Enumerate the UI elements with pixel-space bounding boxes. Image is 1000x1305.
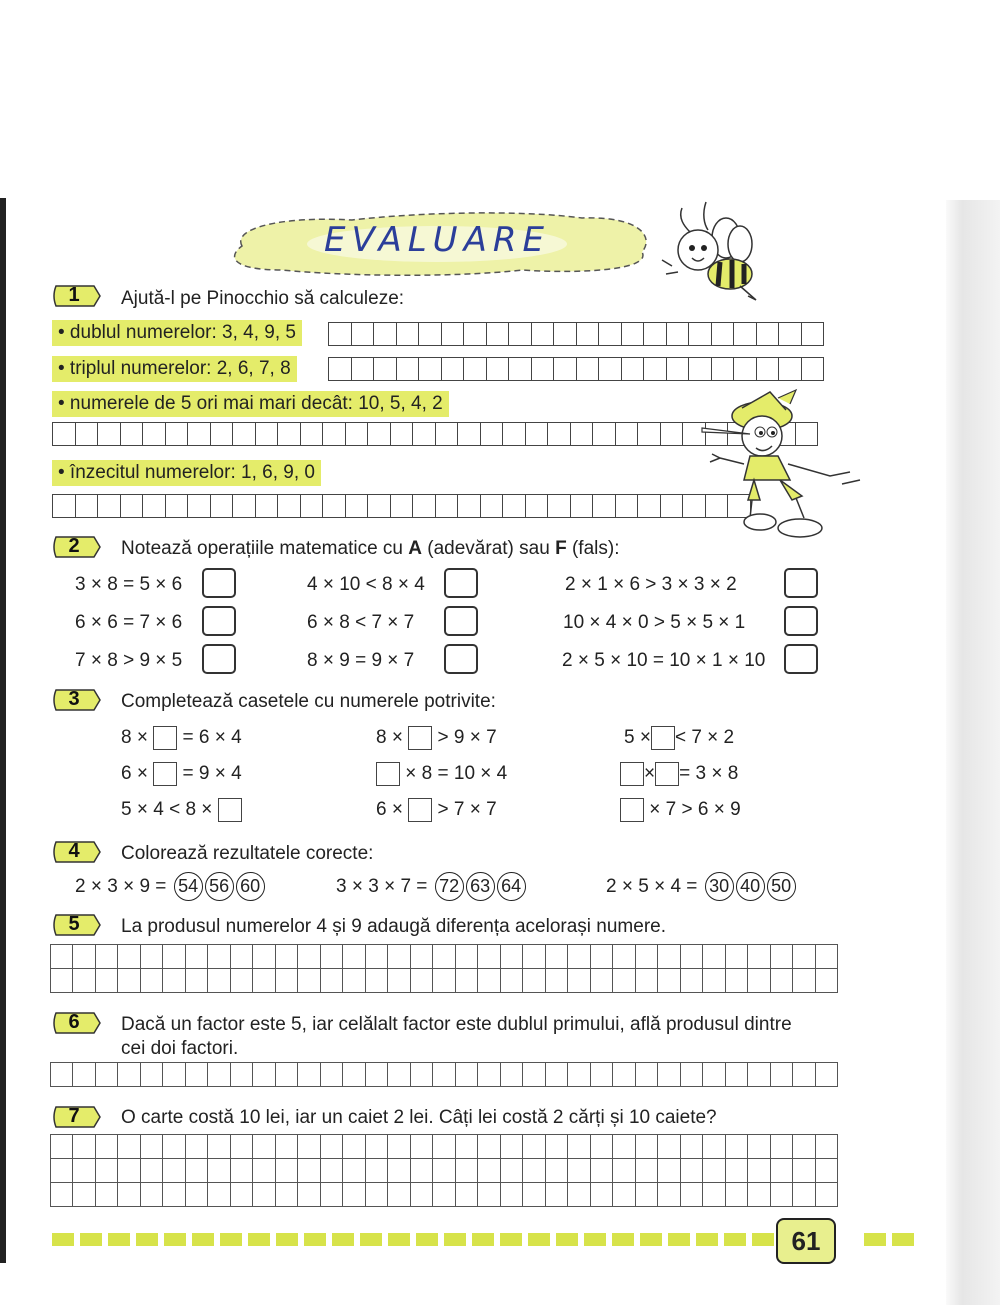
footer-dash xyxy=(304,1233,326,1246)
footer-dash xyxy=(724,1233,746,1246)
ex2-op: 4 × 10 < 8 × 4 xyxy=(307,574,425,595)
ex3-eq xyxy=(376,762,507,786)
ex2-op: 6 × 6 = 7 × 6 xyxy=(75,612,183,633)
ex3-text: 5 × 4 < 8 × xyxy=(121,799,213,821)
ex3-blank-box[interactable] xyxy=(620,762,644,786)
ex1-item-triple: • triplul numerelor: 2, 6, 7, 8 xyxy=(52,356,297,382)
exercise-number-3: 3 xyxy=(52,686,102,714)
exercise-6-prompt-line1: Dacă un factor este 5, iar celălalt factor este dublul primului, află produsul dintre xyxy=(121,1014,792,1035)
footer-dash xyxy=(696,1233,718,1246)
footer-dash xyxy=(332,1233,354,1246)
ex6-answer-grid[interactable] xyxy=(50,1062,838,1087)
exercise-1-prompt: Ajută-l pe Pinocchio să calculeze: xyxy=(121,288,405,309)
exercise-7-prompt: O carte costă 10 lei, iar un caiet 2 lei. Câți lei costă 2 cărți și 10 caiete? xyxy=(121,1107,717,1128)
ex3-blank-box[interactable] xyxy=(218,798,242,822)
footer-dash xyxy=(556,1233,578,1246)
page-edge-left xyxy=(0,198,6,1263)
ex3-text: × 7 > 6 × 9 xyxy=(649,799,741,821)
ex4-option-circle[interactable]: 54 xyxy=(174,872,203,901)
exercise-number-4: 4 xyxy=(52,838,102,866)
ex2-answer-box[interactable] xyxy=(444,644,478,674)
footer-dashed-bar xyxy=(52,1233,895,1246)
ex4-expression: 2 × 3 × 9 = xyxy=(75,876,167,897)
ex3-blank-box[interactable] xyxy=(655,762,679,786)
ex3-eq xyxy=(620,798,741,822)
ex4-group xyxy=(75,872,265,901)
footer-dash xyxy=(584,1233,606,1246)
footer-dash xyxy=(668,1233,690,1246)
ex3-text: × xyxy=(644,763,656,785)
ex2-answer-box[interactable] xyxy=(202,568,236,598)
ex2-answer-box[interactable] xyxy=(202,644,236,674)
footer-dash xyxy=(612,1233,634,1246)
ex3-eq xyxy=(624,726,734,750)
ex2-prompt-c: (fals): xyxy=(566,538,620,559)
footer-dash xyxy=(164,1233,186,1246)
ex2-answer-box[interactable] xyxy=(784,568,818,598)
ex4-expression: 2 × 5 × 4 = xyxy=(606,876,698,897)
ex4-option-circle[interactable]: 30 xyxy=(705,872,734,901)
ex4-option-circle[interactable]: 50 xyxy=(767,872,796,901)
exercise-5-prompt: La produsul numerelor 4 și 9 adaugă diferența acelorași numere. xyxy=(121,916,666,937)
ex3-eq xyxy=(376,726,497,750)
ex2-op: 2 × 1 × 6 > 3 × 3 × 2 xyxy=(565,574,737,595)
footer-dash xyxy=(248,1233,270,1246)
ex4-group xyxy=(606,872,796,901)
ex2-prompt-a: Notează operațiile matematice cu xyxy=(121,538,409,559)
footer-dash xyxy=(528,1233,550,1246)
footer-dash xyxy=(80,1233,102,1246)
ex3-blank-box[interactable] xyxy=(620,798,644,822)
ex3-eq xyxy=(121,762,242,786)
ex4-option-circle[interactable]: 63 xyxy=(466,872,495,901)
ex2-op: 8 × 9 = 9 × 7 xyxy=(307,650,415,671)
ex1-item-five-times: • numerele de 5 ori mai mari decât: 10, 5, 4, 2 xyxy=(52,391,449,417)
ex3-blank-box[interactable] xyxy=(153,762,177,786)
ex3-eq xyxy=(121,798,242,822)
ex2-answer-box[interactable] xyxy=(444,606,478,636)
ex3-text: 6 × xyxy=(376,799,403,821)
footer-dash xyxy=(752,1233,774,1246)
ex1-answer-row-1[interactable] xyxy=(328,322,824,346)
ex3-blank-box[interactable] xyxy=(651,726,675,750)
ex5-answer-grid[interactable] xyxy=(50,944,838,993)
footer-dash xyxy=(52,1233,74,1246)
ex2-op: 3 × 8 = 5 × 6 xyxy=(75,574,183,595)
ex7-answer-grid[interactable] xyxy=(50,1134,838,1207)
footer-dash xyxy=(640,1233,662,1246)
ex4-option-circle[interactable]: 60 xyxy=(236,872,265,901)
footer-dash xyxy=(276,1233,298,1246)
exercise-number-6: 6 xyxy=(52,1009,102,1037)
pinocchio-illustration xyxy=(700,388,870,548)
ex3-eq xyxy=(376,798,497,822)
ex2-op: 7 × 8 > 9 × 5 xyxy=(75,650,183,671)
ex3-text: = 3 × 8 xyxy=(679,763,739,785)
footer-dash xyxy=(416,1233,438,1246)
exercise-6-prompt-line2: cei doi factori. xyxy=(121,1038,239,1059)
footer-dash xyxy=(892,1233,914,1246)
ex2-prompt-b: (adevărat) sau xyxy=(422,538,556,559)
ex3-blank-box[interactable] xyxy=(408,726,432,750)
ex2-answer-box[interactable] xyxy=(784,606,818,636)
footer-dash xyxy=(864,1233,886,1246)
footer-dash xyxy=(108,1233,130,1246)
footer-dash xyxy=(220,1233,242,1246)
exercise-number-7: 7 xyxy=(52,1103,102,1131)
ex3-blank-box[interactable] xyxy=(153,726,177,750)
exercise-2-prompt xyxy=(121,538,619,560)
ex3-text: = 6 × 4 xyxy=(182,727,242,749)
exercise-4-prompt: Colorează rezultatele corecte: xyxy=(121,843,374,864)
ex4-option-circle[interactable]: 72 xyxy=(435,872,464,901)
ex2-prompt-bold-f: F xyxy=(555,538,567,559)
ex2-op: 2 × 5 × 10 = 10 × 1 × 10 xyxy=(562,650,766,671)
ex1-answer-row-4[interactable] xyxy=(52,494,751,518)
ex3-text: > 7 × 7 xyxy=(437,799,497,821)
exercise-number-5: 5 xyxy=(52,911,102,939)
ex1-item-tenfold: • înzecitul numerelor: 1, 6, 9, 0 xyxy=(52,460,321,486)
ex2-answer-box[interactable] xyxy=(202,606,236,636)
exercise-3-prompt: Completează casetele cu numerele potrivite: xyxy=(121,691,496,712)
ex2-answer-box[interactable] xyxy=(444,568,478,598)
ex4-option-circle[interactable]: 40 xyxy=(736,872,765,901)
ex3-text: < 7 × 2 xyxy=(674,727,735,749)
footer-dash xyxy=(192,1233,214,1246)
page-title: EVALUARE xyxy=(324,220,550,260)
footer-dash xyxy=(500,1233,522,1246)
ex3-text: × 8 = 10 × 4 xyxy=(405,763,508,785)
ex4-option-circle[interactable]: 56 xyxy=(205,872,234,901)
bee-illustration xyxy=(652,198,762,306)
ex3-blank-box[interactable] xyxy=(408,798,432,822)
ex1-item-double: • dublul numerelor: 3, 4, 9, 5 xyxy=(52,320,302,346)
footer-dash xyxy=(136,1233,158,1246)
ex3-text: 5 × xyxy=(624,727,651,749)
ex3-text: 6 × xyxy=(121,763,148,785)
ex3-blank-box[interactable] xyxy=(376,762,400,786)
ex2-answer-box[interactable] xyxy=(784,644,818,674)
ex4-option-circle[interactable]: 64 xyxy=(497,872,526,901)
ex3-text: 8 × xyxy=(121,727,148,749)
ex3-text: = 9 × 4 xyxy=(182,763,242,785)
page-number: 61 xyxy=(776,1218,836,1264)
exercise-number-2: 2 xyxy=(52,533,102,561)
ex3-text: 8 × xyxy=(376,727,403,749)
ex3-eq xyxy=(121,726,242,750)
exercise-number-1: 1 xyxy=(52,282,102,310)
ex2-op: 6 × 8 < 7 × 7 xyxy=(307,612,415,633)
footer-dash xyxy=(388,1233,410,1246)
ex2-op: 10 × 4 × 0 > 5 × 5 × 1 xyxy=(563,612,746,633)
footer-dash xyxy=(472,1233,494,1246)
ex4-group xyxy=(336,872,526,901)
ex1-answer-row-2[interactable] xyxy=(328,357,824,381)
page-edge-right xyxy=(946,200,1000,1305)
ex3-eq xyxy=(620,762,738,786)
footer-dash xyxy=(360,1233,382,1246)
footer-dash xyxy=(444,1233,466,1246)
ex2-prompt-bold-a: A xyxy=(408,538,422,559)
ex4-expression: 3 × 3 × 7 = xyxy=(336,876,428,897)
ex3-text: > 9 × 7 xyxy=(437,727,497,749)
